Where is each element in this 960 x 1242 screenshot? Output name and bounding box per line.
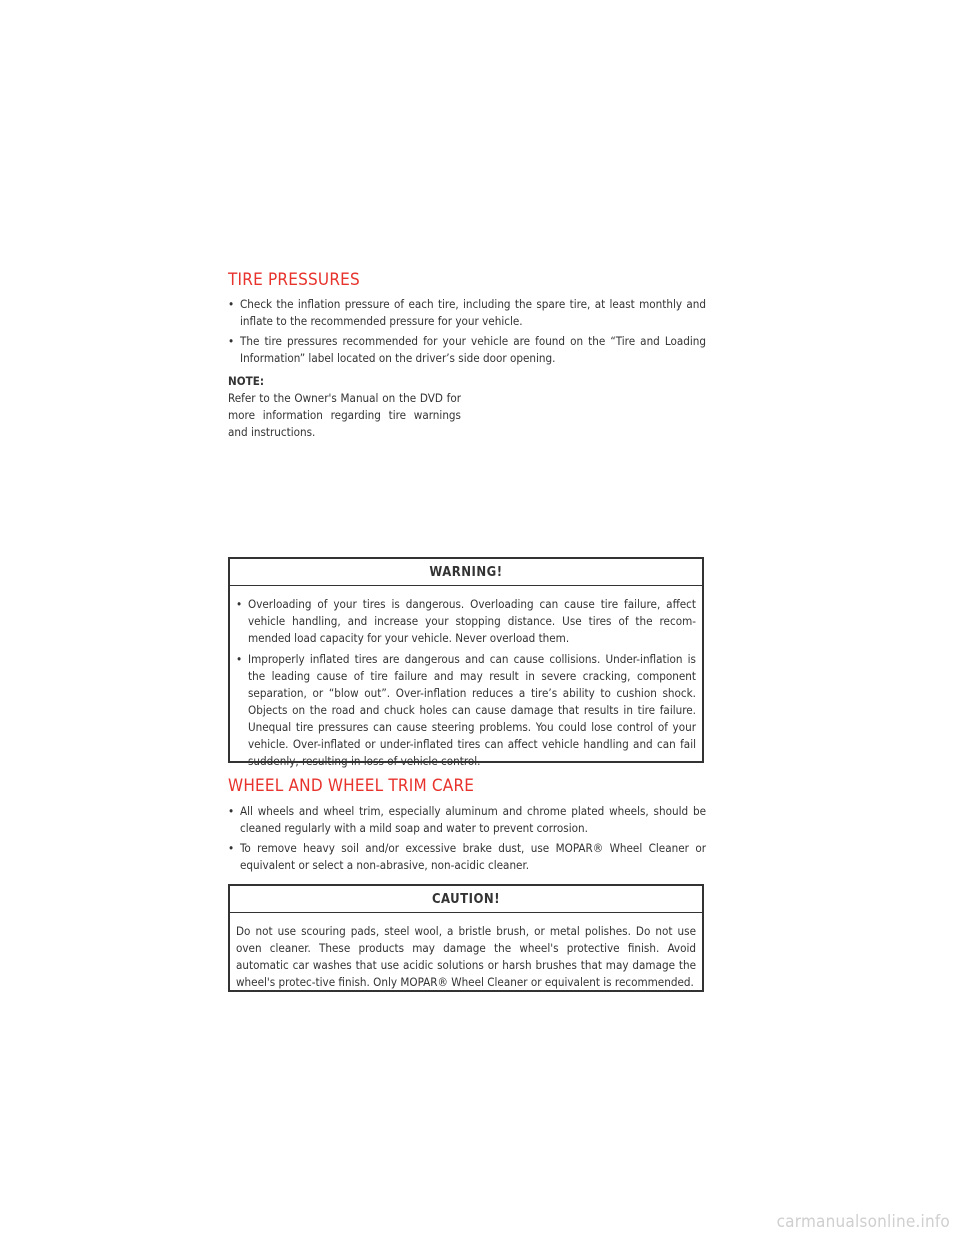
caution-box <box>228 884 704 992</box>
warning-bullet-1: • Overloading of your tires is dangerous. Overloading can cause tire failure, affect vehicle handling, and increase your stopping distance. Use tires of the recom-mended load capacity for your vehicle. Never overload them. <box>236 596 696 647</box>
warning-bullet-2: • Improperly inflated tires are dangerous and can cause collisions. Under-inflation is the leading cause of tire failure and may result in severe cracking, component separation, or “blow out”. Over-inflation reduces a tire’s ability to cushion shock. Objects on the road and chuck holes can cause damage that results in tire failure. Unequal tire pressures can cause steering problems. You could lose control of your vehicle. Over-inflated or under-inflated tires can affect vehicle handling and can fail suddenly, resulting in loss of vehicle control. <box>236 651 696 770</box>
note-text: Refer to the Owner's Manual on the DVD for more information regarding tire warnings and instructions. <box>228 391 461 439</box>
tire-pressures-bullet-2: • The tire pressures recommended for your vehicle are found on the “Tire and Loading Information” label located on the driver’s side door opening. <box>228 333 706 367</box>
warning-header: WARNING! <box>230 559 702 586</box>
warning-box <box>228 557 704 768</box>
wheel-care-title: WHEEL AND WHEEL TRIM CARE <box>228 776 475 796</box>
caution-text: Do not use scouring pads, steel wool, a bristle brush, or metal polishes. Do not use oven cleaner. These products may damage the wheel's protective finish. Avoid automatic car washes that use acidic solutions or harsh brushes that may damage the wheel's protec-tive finish. Only MOPAR® Wheel Cleaner or equivalent is recommended. <box>236 924 696 989</box>
watermark: carmanualsonline.info <box>776 1212 950 1232</box>
note-label: NOTE: <box>228 374 265 388</box>
warning-body <box>230 586 702 782</box>
tire-pressures-title: TIRE PRESSURES <box>228 270 360 290</box>
tire-pressures-bullet-1: • Check the inflation pressure of each tire, including the spare tire, at least monthly and inflate to the recommended pressure for your vehicle. <box>228 296 706 330</box>
caution-header: CAUTION! <box>230 886 702 913</box>
caution-body <box>230 913 702 999</box>
wheel-care-bullet-1: • All wheels and wheel trim, especially aluminum and chrome plated wheels, should be cleaned regularly with a mild soap and water to prevent corrosion. <box>228 803 706 837</box>
wheel-care-bullet-2: • To remove heavy soil and/or excessive brake dust, use MOPAR® Wheel Cleaner or equivalent or select a non-abrasive, non-acidic cleaner. <box>228 840 706 874</box>
